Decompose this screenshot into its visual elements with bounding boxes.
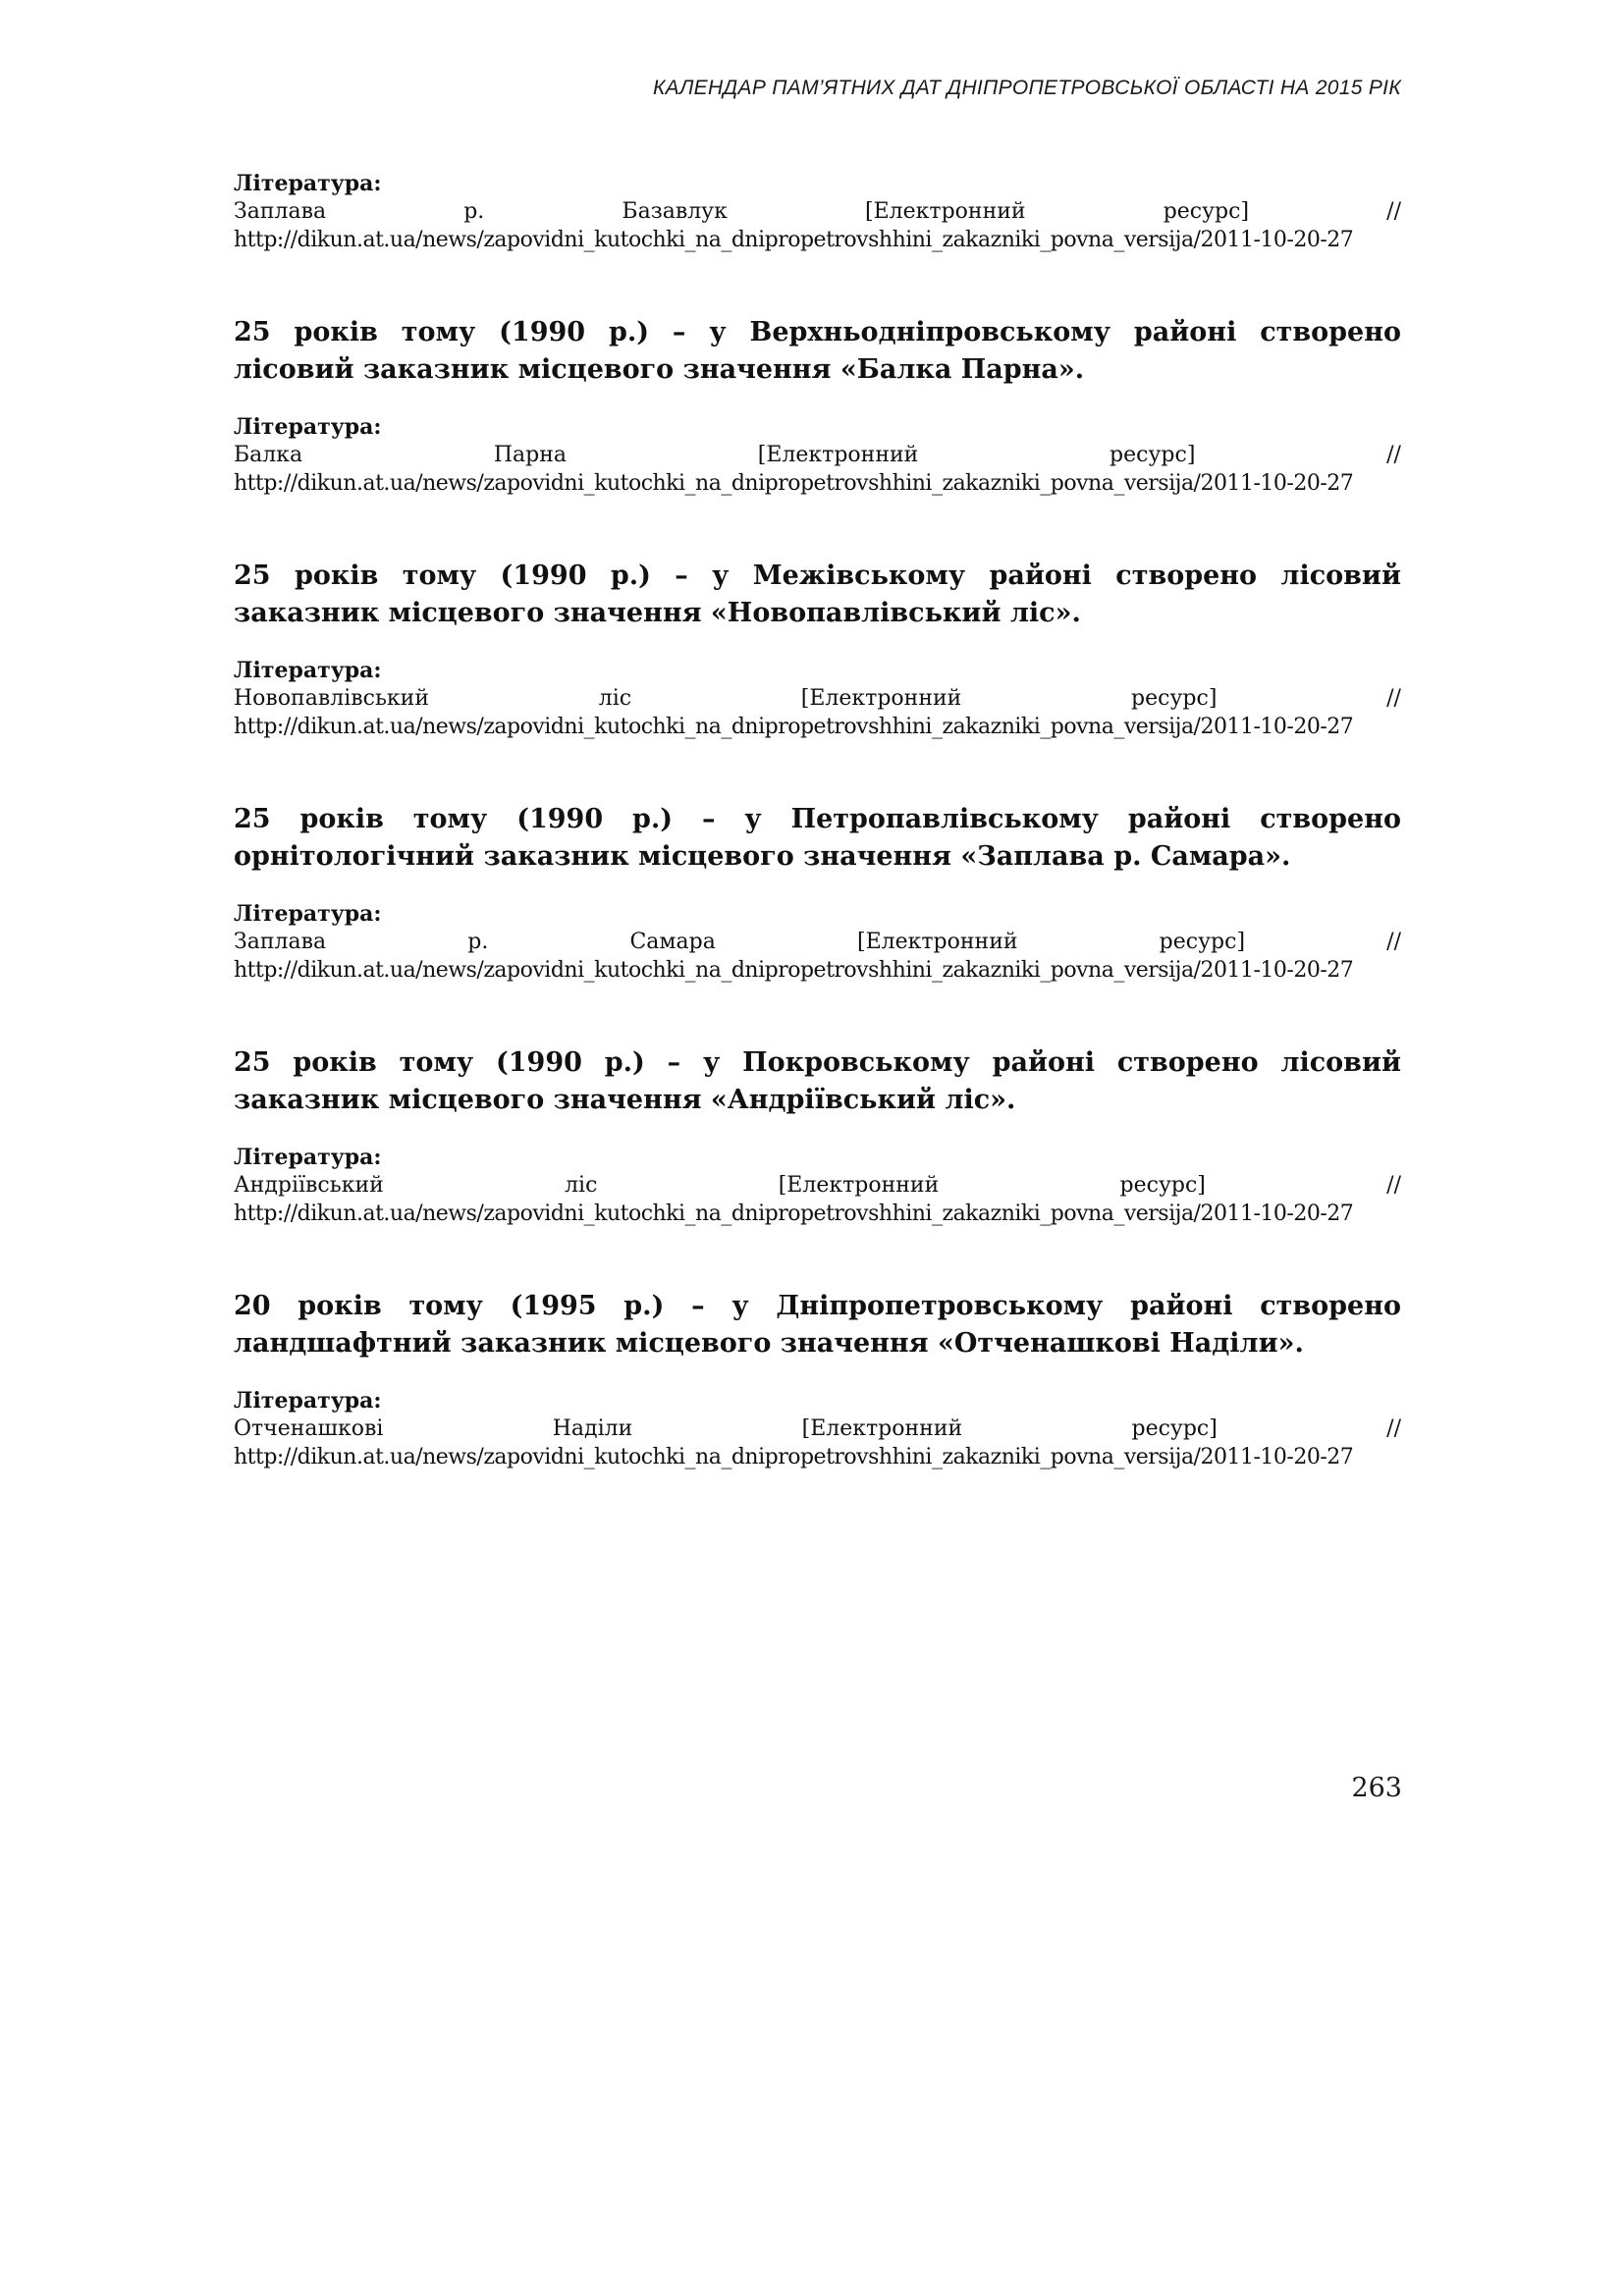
reference-word: // <box>1386 930 1401 954</box>
reference-word: ресурс] <box>1119 1173 1206 1198</box>
reference-title-line <box>234 198 1401 226</box>
reference-word: // <box>1386 443 1401 467</box>
reference-word: ресурс] <box>1163 199 1250 224</box>
reference-word: [Електронний <box>856 930 1018 954</box>
running-header: КАЛЕНДАР ПАМ’ЯТНИХ ДАТ ДНІПРОПЕТРОВСЬКОЇ ОБЛАСТІ НА 2015 РІК <box>652 77 1401 99</box>
entry-title: 25 років тому (1990 р.) – у Верхньодніпровському районі створено лісовий заказник місцевого значення «Балка Парна». <box>234 317 1401 385</box>
page-content <box>234 169 1401 1472</box>
reference-word: Парна <box>493 443 568 467</box>
entry-title: 25 років тому (1990 р.) – у Межівському районі створено лісовий заказник місцевого значення «Новопавлівський ліс». <box>234 561 1401 628</box>
reference-word: [Електронний <box>800 686 962 711</box>
reference-title-line <box>234 1172 1401 1200</box>
reference-word: р. <box>463 199 485 224</box>
entry-title: 20 років тому (1995 р.) – у Дніпропетровському районі створено ландшафтний заказник місцевого значення «Отченашкові Наділи». <box>234 1291 1401 1359</box>
calendar-entry <box>234 1288 1401 1472</box>
calendar-entry <box>234 558 1401 742</box>
calendar-entry <box>234 314 1401 499</box>
literature-label: Література: <box>234 1388 382 1414</box>
calendar-entry <box>234 1044 1401 1229</box>
page-number: 263 <box>1351 1773 1402 1803</box>
reference-word: Заплава <box>234 199 327 224</box>
reference-block-continued <box>234 169 1401 255</box>
reference-word: ресурс] <box>1131 1416 1218 1441</box>
calendar-entry <box>234 801 1401 986</box>
reference-title-line <box>234 929 1401 956</box>
reference-title-line <box>234 1415 1401 1443</box>
reference-url: http://dikun.at.ua/news/zapovidni_kutochki_na_dnipropetrovshhini_zakazniki_povna_versija/2011-10-20-27 <box>234 228 1354 252</box>
reference-word: Наділи <box>552 1416 633 1441</box>
reference-word: ресурс] <box>1131 686 1218 711</box>
reference-word: // <box>1386 1173 1401 1198</box>
reference-word: [Електронний <box>778 1173 940 1198</box>
reference-word: [Електронний <box>801 1416 963 1441</box>
reference-word: Заплава <box>234 930 327 954</box>
reference-url: http://dikun.at.ua/news/zapovidni_kutochki_na_dnipropetrovshhini_zakazniki_povna_versija/2011-10-20-27 <box>234 1445 1354 1469</box>
reference-word: Балка <box>234 443 303 467</box>
literature-label: Література: <box>234 171 382 196</box>
literature-label: Література: <box>234 414 382 440</box>
reference-word: р. <box>467 930 489 954</box>
reference-word: // <box>1386 1416 1401 1441</box>
reference-url: http://dikun.at.ua/news/zapovidni_kutochki_na_dnipropetrovshhini_zakazniki_povna_versija/2011-10-20-27 <box>234 958 1354 983</box>
reference-word: ліс <box>598 686 632 711</box>
entry-title: 25 років тому (1990 р.) – у Петропавлівському районі створено орнітологічний заказник місцевого значення «Заплава р. Самара». <box>234 804 1401 872</box>
reference-word: ресурс] <box>1159 930 1246 954</box>
reference-url: http://dikun.at.ua/news/zapovidni_kutochki_na_dnipropetrovshhini_zakazniki_povna_versija/2011-10-20-27 <box>234 471 1354 496</box>
reference-word: Новопавлівський <box>234 686 429 711</box>
reference-word: Отченашкові <box>234 1416 384 1441</box>
reference-word: // <box>1386 686 1401 711</box>
reference-word: [Електронний <box>757 443 919 467</box>
reference-url: http://dikun.at.ua/news/zapovidni_kutochki_na_dnipropetrovshhini_zakazniki_povna_versija/2011-10-20-27 <box>234 1201 1354 1226</box>
literature-label: Література: <box>234 901 382 927</box>
literature-label: Література: <box>234 1145 382 1170</box>
entry-title: 25 років тому (1990 р.) – у Покровському районі створено лісовий заказник місцевого значення «Андріївський ліс». <box>234 1047 1401 1115</box>
reference-word: Самара <box>629 930 716 954</box>
reference-word: ресурс] <box>1110 443 1196 467</box>
reference-title-line <box>234 685 1401 713</box>
reference-word: Базавлук <box>622 199 728 224</box>
reference-url: http://dikun.at.ua/news/zapovidni_kutochki_na_dnipropetrovshhini_zakazniki_povna_versija/2011-10-20-27 <box>234 715 1354 739</box>
reference-word: ліс <box>565 1173 598 1198</box>
reference-word: [Електронний <box>865 199 1026 224</box>
reference-word: Андріївський <box>234 1173 384 1198</box>
reference-word: // <box>1386 199 1401 224</box>
reference-title-line <box>234 442 1401 469</box>
literature-label: Література: <box>234 658 382 683</box>
